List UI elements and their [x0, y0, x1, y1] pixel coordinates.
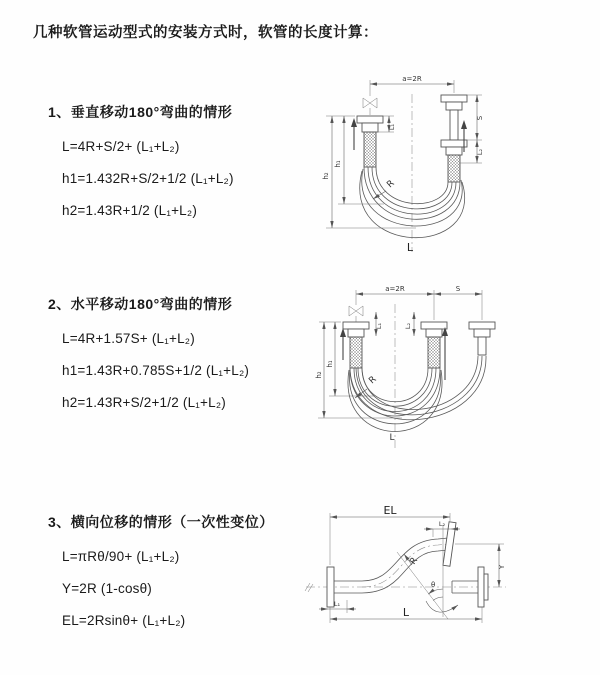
- left-pipe: [357, 116, 383, 167]
- radius-label: R: [367, 374, 379, 387]
- formula-h2: h2=1.43R+S/2+1/2 (L₁+L₂): [62, 395, 226, 410]
- dim-label-l1: L₁: [388, 123, 396, 131]
- dim-label-l: L: [402, 606, 410, 619]
- diagram-lateral-displacement: [300, 505, 600, 650]
- diagram-vertical-travel-180-bend: [310, 70, 590, 265]
- dim-label-l2: L₂: [404, 322, 412, 330]
- dim-label-s: S: [476, 115, 484, 121]
- dim-label-l2: L₂: [476, 148, 484, 156]
- dimension-l: [330, 606, 482, 623]
- original-pipe: [452, 567, 488, 607]
- section-3: [48, 512, 274, 637]
- valve-icon: [363, 98, 377, 115]
- diagram-horizontal-travel-180-bend: [310, 280, 590, 460]
- upper-flange: [443, 522, 456, 567]
- length-label: L: [389, 433, 395, 443]
- left-pipe: [343, 322, 369, 368]
- dimension-l1: [375, 312, 383, 336]
- length-label: L: [406, 241, 414, 254]
- formula-h1: h1=1.43R+0.785S+1/2 (L₁+L₂): [62, 363, 250, 378]
- dim-label-l1: L₁: [333, 600, 341, 608]
- dimension-a2r: [370, 75, 454, 96]
- dim-label-h1: h₁: [326, 360, 334, 368]
- dimension-el: [330, 504, 450, 565]
- formula-l: L=4R+1.57S+ (L₁+L₂): [62, 331, 195, 346]
- radius-label: R: [385, 178, 397, 191]
- section-1-heading: 1、垂直移动180°弯曲的情形: [48, 104, 233, 120]
- angle-label: θ: [431, 581, 436, 589]
- dimension-l2: [404, 312, 414, 336]
- formula-el: EL=2Rsinθ+ (L₁+L₂): [62, 613, 186, 628]
- formula-l: L=4R+S/2+ (L₁+L₂): [62, 139, 180, 154]
- page-title: 几种软管运动型式的安装方式时，软管的长度计算：: [33, 25, 378, 41]
- dim-label-el: EL: [383, 504, 397, 517]
- radius-leader: [373, 179, 397, 199]
- formula-y: Y=2R (1-cosθ): [62, 581, 153, 596]
- right-pipe-moved: [469, 322, 495, 355]
- section-1: [48, 102, 234, 227]
- section-3-heading: 3、横向位移的情形（一次性变位）: [48, 514, 274, 530]
- dimension-a2r: [356, 285, 482, 320]
- dim-label-l2: L₂: [438, 520, 446, 528]
- dimension-s: [467, 95, 484, 140]
- dimension-l1: [319, 600, 356, 613]
- formula-l: L=πRθ/90+ (L₁+L₂): [62, 549, 180, 564]
- dim-label-h2: h₂: [315, 371, 323, 379]
- formula-h1: h1=1.432R+S/2+1/2 (L₁+L₂): [62, 171, 234, 186]
- formula-h2: h2=1.43R+1/2 (L₁+L₂): [62, 203, 198, 218]
- hose-s-curve: [362, 522, 456, 593]
- dim-label-y: Y: [498, 564, 506, 570]
- radius-label: R: [408, 555, 421, 567]
- dim-label-a2r: a=2R: [402, 75, 422, 83]
- dim-label-l1: L₁: [375, 322, 383, 330]
- middle-pipe: [421, 322, 447, 368]
- centerline-break: [305, 583, 313, 592]
- dim-label-s: S: [455, 285, 461, 293]
- dim-label-h2: h₂: [322, 172, 330, 180]
- dimension-s: [434, 285, 482, 294]
- section-2: [48, 294, 249, 419]
- valve-icon: [349, 306, 363, 322]
- dim-label-a2r: a=2R: [385, 285, 405, 293]
- dim-label-h1: h₁: [334, 160, 342, 168]
- right-pipe: [441, 95, 467, 182]
- section-2-heading: 2、水平移动180°弯曲的情形: [48, 296, 233, 312]
